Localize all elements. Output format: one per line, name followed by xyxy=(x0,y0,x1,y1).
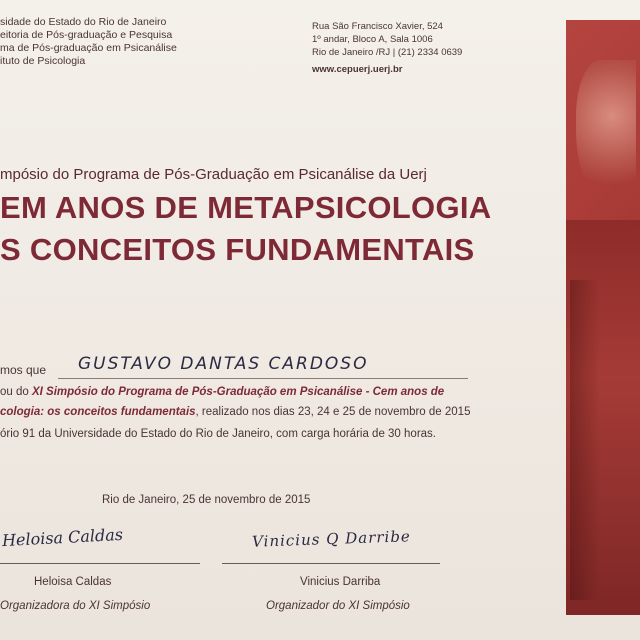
event-name-emphasis: cologia: os conceitos fundamentais xyxy=(0,406,196,418)
body-text: , realizado nos dias 23, 24 e 25 de novembro de 2015 xyxy=(195,406,471,418)
signer-role: Organizadora do XI Simpósio xyxy=(0,600,151,612)
address-line: Rua São Francisco Xavier, 524 xyxy=(312,21,443,32)
certificate-body-line-1 xyxy=(0,386,444,398)
certificate-body-line-2 xyxy=(0,406,470,418)
signature-vinicius: Vinicius Q Darribe xyxy=(251,527,412,551)
certify-prefix: mos que xyxy=(0,363,47,377)
signer-name: Heloisa Caldas xyxy=(34,576,112,588)
event-name-emphasis: XI Simpósio do Programa de Pós-Graduação em Psicanálise - Cem anos de xyxy=(31,386,445,398)
signature-line xyxy=(0,563,200,564)
address-line: 1º andar, Bloco A, Sala 1006 xyxy=(312,34,433,45)
address-block xyxy=(312,20,462,76)
signature-line xyxy=(222,563,440,564)
institution-line: ma de Pós-graduação em Psicanálise xyxy=(0,42,177,54)
portrait-image xyxy=(566,20,640,615)
portrait-edge-shadow xyxy=(570,280,600,600)
signer-role: Organizador do XI Simpósio xyxy=(266,600,410,612)
certificate-body-line-3: ório 91 da Universidade do Estado do Rio de Janeiro, com carga horária de 30 horas. xyxy=(0,428,436,440)
signer-name: Vinicius Darriba xyxy=(300,576,381,588)
program-line: mpósio do Programa de Pós-Graduação em Psicanálise da Uerj xyxy=(0,166,427,183)
institution-line: eitoria de Pós-graduação e Pesquisa xyxy=(0,29,173,41)
portrait-face-highlight xyxy=(576,60,636,200)
signature-heloisa: Heloisa Caldas xyxy=(1,524,124,551)
body-text: ou do xyxy=(0,386,32,398)
institution-header xyxy=(0,16,177,68)
issue-date: Rio de Janeiro, 25 de novembro de 2015 xyxy=(102,494,311,506)
website-link[interactable]: www.cepuerj.uerj.br xyxy=(312,64,403,75)
institution-line: ituto de Psicologia xyxy=(0,55,86,67)
address-line: Rio de Janeiro /RJ | (21) 2334 0639 xyxy=(312,47,463,58)
name-underline xyxy=(58,378,468,379)
institution-line: sidade do Estado do Rio de Janeiro xyxy=(0,16,167,28)
participant-name: GUSTAVO DANTAS CARDOSO xyxy=(78,354,369,374)
event-title-line-2: S CONCEITOS FUNDAMENTAIS xyxy=(0,232,475,267)
event-title-line-1: EM ANOS DE METAPSICOLOGIA xyxy=(0,190,492,225)
